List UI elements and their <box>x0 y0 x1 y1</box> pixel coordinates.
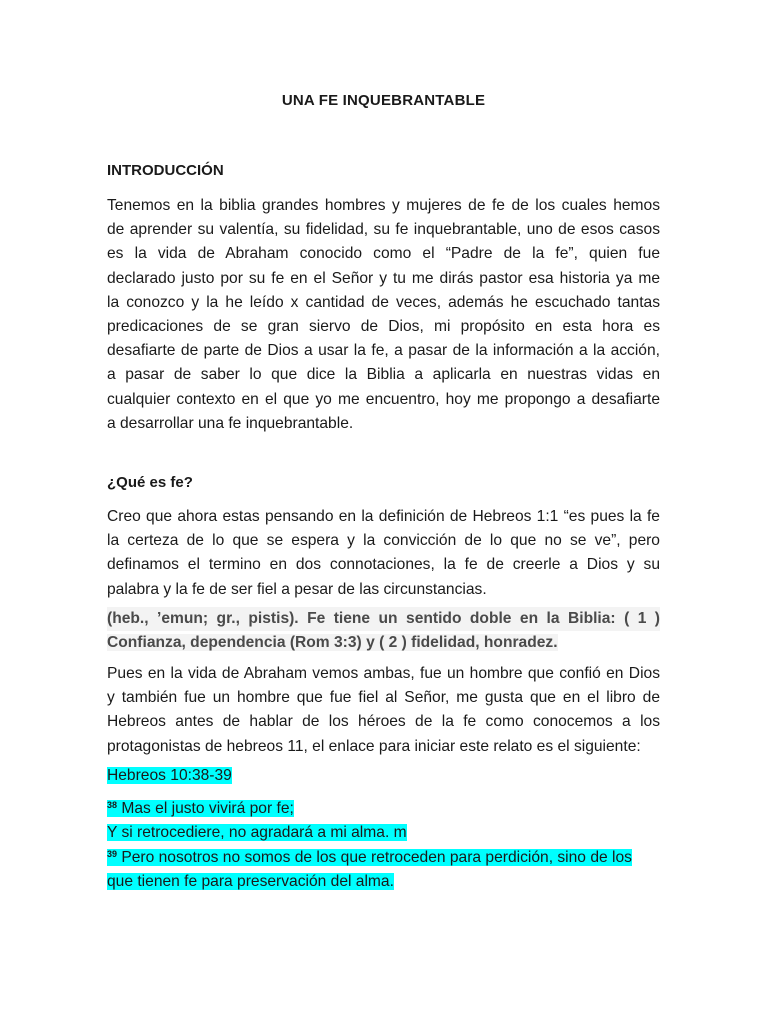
quote-line: (heb., ’emun; gr., pistis). Fe tiene un sentido doble en la Biblia: ( 1 ) <box>107 607 660 631</box>
faith-line: Creo que ahora estas pensando en la definición de Hebreos 1:1 “es pues la fe <box>107 508 660 525</box>
verse-reference-text: Hebreos 10:38-39 <box>107 767 232 784</box>
faith-line: palabra y la fe de ser fiel a pesar de las circunstancias. <box>107 580 487 598</box>
faith-line: la certeza de lo que se espera y la convicción de lo que no se ve”, pero <box>107 532 660 550</box>
intro-heading: INTRODUCCIÓN <box>107 162 224 179</box>
verse-text: Y si retrocediere, no agradará a mi alma. m <box>107 824 407 842</box>
intro-line: es la vida de Abraham conocido como el “Padre de la fe”, quien fue <box>107 245 660 263</box>
intro-line: desafiarte de parte de Dios a usar la fe, a pasar de la información a la acción, <box>107 342 660 360</box>
verse-text: que tienen fe para preservación del alma. <box>107 873 394 891</box>
verse-block <box>107 797 660 895</box>
intro-line: cualquier contexto en el que yo me encuentro, hoy me propongo a desafiarte <box>107 390 660 408</box>
intro-line: Tenemos en la biblia grandes hombres y mujeres de fe de los cuales hemos <box>107 197 660 214</box>
quote-line: Confianza, dependencia (Rom 3:3) y ( 2 ) fidelidad, honradez. <box>107 634 558 652</box>
intro-line: de aprender su valentía, su fidelidad, su fe inquebrantable, uno de esos casos <box>107 221 660 239</box>
intro-line: a pasar de saber lo que dice la Biblia a aplicarla en nuestras vidas en <box>107 366 660 384</box>
verse-line <box>107 846 660 870</box>
abraham-line: Hebreos antes de hablar de los héroes de la fe como conocemos a los <box>107 713 660 731</box>
faith-heading: ¿Qué es fe? <box>107 474 193 491</box>
abraham-line: Pues en la vida de Abraham vemos ambas, fue un hombre que confió en Dios <box>107 665 660 682</box>
verse-text: Mas el justo vivirá por fe; <box>121 800 294 817</box>
abraham-paragraph <box>107 662 660 759</box>
abraham-line: protagonistas de hebreos 11, el enlace para iniciar este relato es el siguiente: <box>107 737 641 755</box>
verse-number: 39 <box>107 848 118 859</box>
intro-paragraph <box>107 194 660 436</box>
definition-quote <box>107 607 660 655</box>
intro-line: declarado justo por su fe en el Señor y tu me dirás pastor esa historia ya me <box>107 269 660 287</box>
verse-reference <box>107 764 232 788</box>
verse-line <box>107 870 660 894</box>
intro-line: predicaciones de se gran siervo de Dios, mi propósito en esta hora es <box>107 318 660 336</box>
verse-line <box>107 821 660 845</box>
verse-number: 38 <box>107 800 118 810</box>
document-title: UNA FE INQUEBRANTABLE <box>281 92 486 109</box>
verse-line <box>107 797 660 821</box>
verse-text: Pero nosotros no somos de los que retroceden para perdición, sino de los <box>121 848 632 866</box>
faith-paragraph <box>107 505 660 602</box>
intro-line: a desarrollar una fe inquebrantable. <box>107 414 354 432</box>
quote-line-wrap <box>107 631 660 655</box>
intro-line: la conozco y la he leído x cantidad de veces, además he escuchado tantas <box>107 293 660 311</box>
abraham-line: y también fue un hombre que fue fiel al Señor, me gusta que en el libro de <box>107 689 660 707</box>
faith-line: definamos el termino en dos connotaciones, la fe de creerle a Dios y su <box>107 556 660 574</box>
